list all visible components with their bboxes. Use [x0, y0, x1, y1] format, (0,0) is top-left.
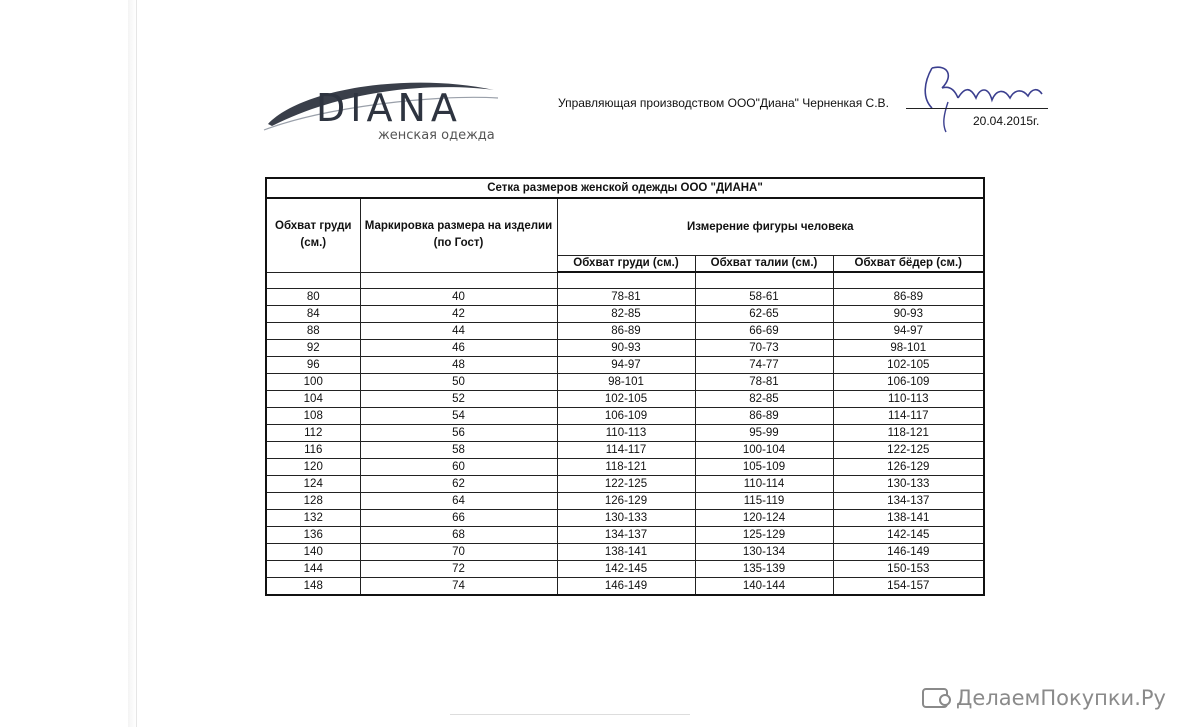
table-caption: Сетка размеров женской одежды ООО "ДИАНА": [266, 178, 984, 198]
table-cell: 58: [360, 442, 557, 459]
table-cell: 138-141: [557, 544, 695, 561]
table-cell: 54: [360, 408, 557, 425]
header-body-measurements: Измерение фигуры человека: [557, 198, 984, 256]
table-cell: 105-109: [695, 459, 833, 476]
blank-cell: [695, 272, 833, 289]
blank-cell: [557, 272, 695, 289]
table-cell: 94-97: [833, 323, 984, 340]
table-cell: 115-119: [695, 493, 833, 510]
table-cell: 62: [360, 476, 557, 493]
table-cell: 82-85: [695, 391, 833, 408]
blank-row: [266, 272, 984, 289]
table-cell: 122-125: [557, 476, 695, 493]
table-cell: 44: [360, 323, 557, 340]
table-cell: 84: [266, 306, 360, 323]
table-cell: 70: [360, 544, 557, 561]
table-cell: 66-69: [695, 323, 833, 340]
table-cell: 130-133: [557, 510, 695, 527]
table-cell: 106-109: [833, 374, 984, 391]
table-cell: 80: [266, 289, 360, 306]
table-row: [266, 459, 984, 476]
table-cell: 102-105: [833, 357, 984, 374]
table-cell: 86-89: [833, 289, 984, 306]
signature-line: [906, 108, 1048, 109]
size-rows: [266, 289, 984, 596]
subheader-hips: Обхват бёдер (см.): [833, 256, 984, 273]
table-cell: 90-93: [833, 306, 984, 323]
table-cell: 122-125: [833, 442, 984, 459]
table-cell: 142-145: [557, 561, 695, 578]
table-cell: 148: [266, 578, 360, 596]
table-cell: 42: [360, 306, 557, 323]
diana-logo: [262, 68, 502, 148]
table-cell: 144: [266, 561, 360, 578]
table-cell: 102-105: [557, 391, 695, 408]
site-watermark: [922, 686, 1166, 710]
table-row: [266, 340, 984, 357]
table-row: [266, 289, 984, 306]
table-cell: 110-114: [695, 476, 833, 493]
table-row: [266, 544, 984, 561]
table-cell: 124: [266, 476, 360, 493]
table-cell: 150-153: [833, 561, 984, 578]
table-cell: 78-81: [557, 289, 695, 306]
table-cell: 74-77: [695, 357, 833, 374]
table-cell: 135-139: [695, 561, 833, 578]
table-cell: 86-89: [557, 323, 695, 340]
table-cell: 78-81: [695, 374, 833, 391]
table-cell: 72: [360, 561, 557, 578]
table-cell: 90-93: [557, 340, 695, 357]
table-cell: 134-137: [557, 527, 695, 544]
table-cell: 74: [360, 578, 557, 596]
table-row: [266, 425, 984, 442]
table-cell: 100-104: [695, 442, 833, 459]
table-cell: 64: [360, 493, 557, 510]
table-cell: 94-97: [557, 357, 695, 374]
table-cell: 106-109: [557, 408, 695, 425]
table-cell: 114-117: [557, 442, 695, 459]
table-cell: 128: [266, 493, 360, 510]
logo-word: DIANA: [316, 86, 462, 130]
size-chart: [265, 177, 983, 596]
table-cell: 50: [360, 374, 557, 391]
table-cell: 48: [360, 357, 557, 374]
size-table: [265, 177, 985, 596]
table-row: [266, 357, 984, 374]
wallet-icon: [922, 688, 948, 708]
table-row: [266, 306, 984, 323]
table-row: [266, 527, 984, 544]
table-cell: 68: [360, 527, 557, 544]
table-row: [266, 323, 984, 340]
table-row: [266, 476, 984, 493]
table-cell: 130-133: [833, 476, 984, 493]
table-row: [266, 561, 984, 578]
table-cell: 56: [360, 425, 557, 442]
table-cell: 86-89: [695, 408, 833, 425]
table-row: [266, 391, 984, 408]
table-cell: 92: [266, 340, 360, 357]
manager-signature-caption: Управляющая производством ООО"Диана" Черненкая С.В.: [558, 96, 889, 110]
table-cell: 125-129: [695, 527, 833, 544]
table-cell: 114-117: [833, 408, 984, 425]
table-cell: 132: [266, 510, 360, 527]
table-cell: 40: [360, 289, 557, 306]
table-cell: 110-113: [557, 425, 695, 442]
table-cell: 46: [360, 340, 557, 357]
table-cell: 126-129: [557, 493, 695, 510]
table-cell: 116: [266, 442, 360, 459]
table-cell: 130-134: [695, 544, 833, 561]
table-cell: 112: [266, 425, 360, 442]
table-cell: 70-73: [695, 340, 833, 357]
table-cell: 134-137: [833, 493, 984, 510]
blank-cell: [833, 272, 984, 289]
blank-cell: [360, 272, 557, 289]
table-cell: 60: [360, 459, 557, 476]
table-cell: 62-65: [695, 306, 833, 323]
table-cell: 140: [266, 544, 360, 561]
table-cell: 138-141: [833, 510, 984, 527]
table-cell: 146-149: [557, 578, 695, 596]
table-cell: 95-99: [695, 425, 833, 442]
table-cell: 126-129: [833, 459, 984, 476]
blank-cell: [266, 272, 360, 289]
table-cell: 104: [266, 391, 360, 408]
table-row: [266, 408, 984, 425]
logo-tagline: женская одежда: [378, 128, 495, 143]
table-cell: 120-124: [695, 510, 833, 527]
table-row: [266, 578, 984, 596]
watermark-text: ДелаемПокупки.Ру: [956, 686, 1166, 710]
table-cell: 118-121: [833, 425, 984, 442]
table-cell: 58-61: [695, 289, 833, 306]
table-cell: 100: [266, 374, 360, 391]
table-cell: 140-144: [695, 578, 833, 596]
table-cell: 82-85: [557, 306, 695, 323]
scan-edge: [128, 0, 136, 727]
table-row: [266, 510, 984, 527]
signature-date: 20.04.2015г.: [973, 114, 1040, 128]
subheader-waist: Обхват талии (см.): [695, 256, 833, 273]
header-size-marking: Маркировка размера на изделии (по Гост): [360, 198, 557, 272]
table-cell: 98-101: [833, 340, 984, 357]
table-cell: 154-157: [833, 578, 984, 596]
table-cell: 52: [360, 391, 557, 408]
table-row: [266, 374, 984, 391]
table-cell: 88: [266, 323, 360, 340]
table-cell: 120: [266, 459, 360, 476]
scan-artifact-line: [450, 714, 690, 715]
table-cell: 66: [360, 510, 557, 527]
header-chest: Обхват груди (см.): [266, 198, 360, 272]
table-cell: 108: [266, 408, 360, 425]
table-cell: 96: [266, 357, 360, 374]
table-cell: 142-145: [833, 527, 984, 544]
table-row: [266, 442, 984, 459]
table-cell: 98-101: [557, 374, 695, 391]
table-row: [266, 493, 984, 510]
subheader-chest: Обхват груди (см.): [557, 256, 695, 273]
table-cell: 110-113: [833, 391, 984, 408]
table-cell: 136: [266, 527, 360, 544]
table-cell: 118-121: [557, 459, 695, 476]
table-cell: 146-149: [833, 544, 984, 561]
